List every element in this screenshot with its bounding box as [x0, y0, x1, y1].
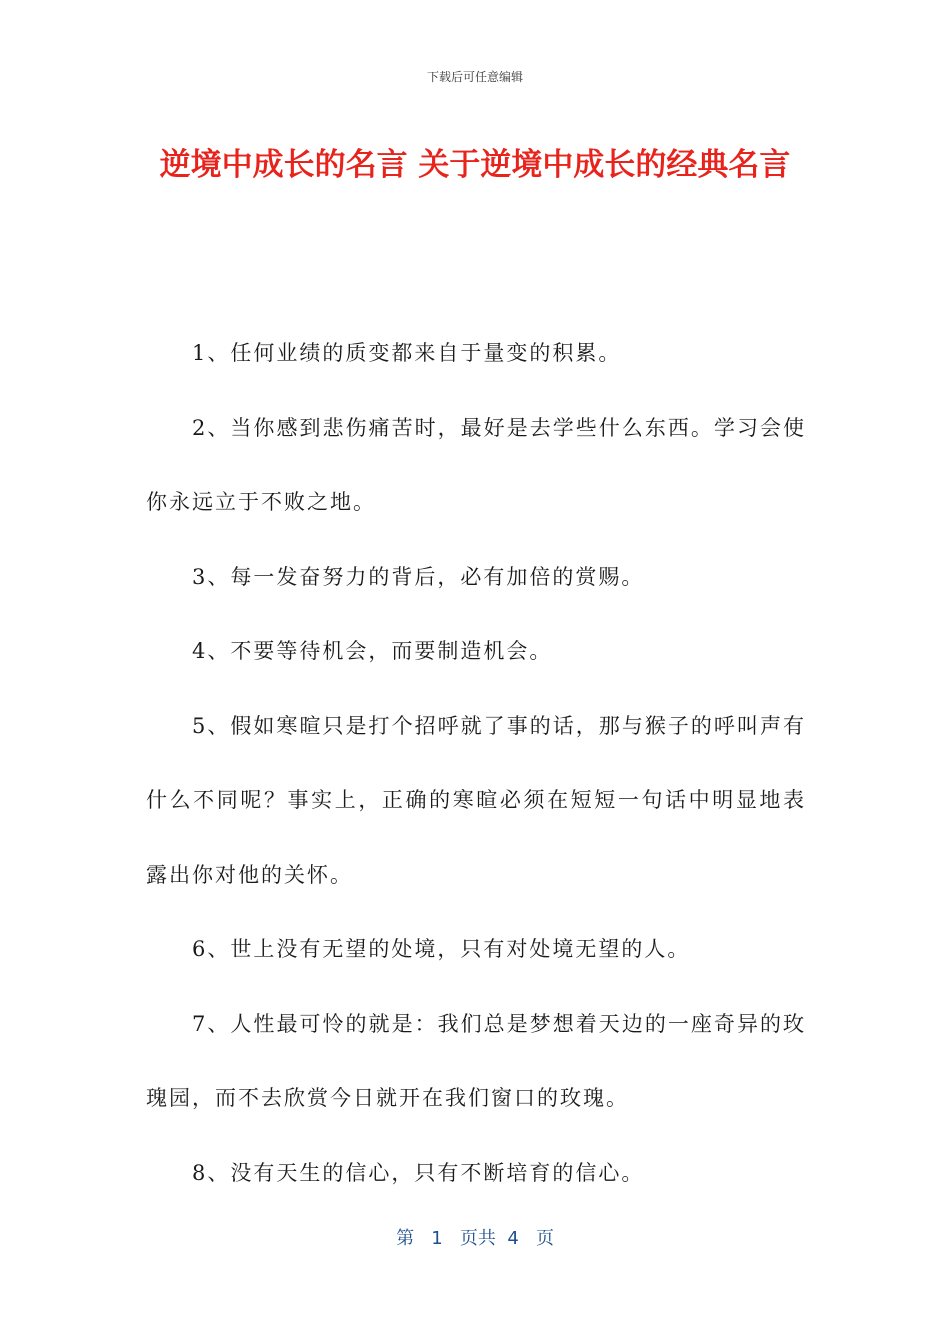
footer-label-page: 第	[396, 1228, 415, 1249]
header-note: 下载后可任意编辑	[426, 70, 523, 84]
quote-item-4: 4、不要等待机会，而要制造机会。	[192, 639, 553, 663]
page-footer	[0, 1224, 950, 1250]
document-body	[146, 316, 806, 1210]
footer-label-end: 页	[535, 1228, 554, 1249]
document-title: 逆境中成长的名言 关于逆境中成长的经典名言	[159, 147, 791, 183]
quote-item-5: 5、假如寒暄只是打个招呼就了事的话，那与猴子的呼叫声有什么不同呢？事实上，正确的寒暄必须在短短一句话中明显地表露出你对他的关怀。	[146, 713, 806, 887]
quote-item-8: 8、没有天生的信心，只有不断培育的信心。	[192, 1160, 645, 1185]
quote-item-1: 1、任何业绩的质变都来自于量变的积累。	[192, 341, 622, 365]
quote-item-7: 7、人性最可怜的就是：我们总是梦想着天边的一座奇异的玫瑰园，而不去欣赏今日就开在我们窗口的玫瑰。	[146, 1011, 806, 1110]
quote-item-6: 6、世上没有无望的处境，只有对处境无望的人。	[192, 937, 691, 961]
quote-item-3: 3、每一发奋努力的背后，必有加倍的赏赐。	[192, 564, 645, 589]
quote-item-2: 2、当你感到悲伤痛苦时，最好是去学些什么东西。学习会使你永远立于不败之地。	[146, 415, 806, 514]
footer-label-of: 页共	[459, 1228, 496, 1249]
footer-current-page: 1	[431, 1228, 443, 1249]
footer-total-pages: 4	[507, 1228, 519, 1249]
